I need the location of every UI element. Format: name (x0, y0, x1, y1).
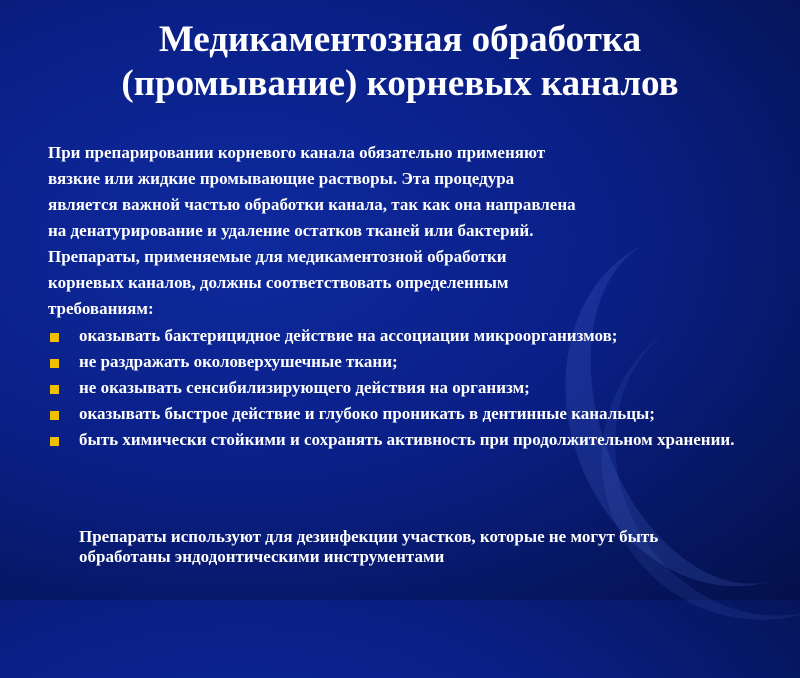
requirement-text: быть химически стойкими и сохранять активность при продолжительном хранении. (79, 430, 735, 449)
intro-paragraph (48, 140, 748, 322)
list-item (48, 378, 748, 398)
requirement-text: не оказывать сенсибилизирующего действия на организм; (79, 378, 530, 397)
square-bullet-icon (50, 385, 59, 394)
paragraph-line: требованиям: (48, 299, 154, 318)
list-item (48, 404, 748, 424)
list-item (48, 352, 748, 372)
paragraph-line: вязкие или жидкие промывающие растворы. Эта процедура (48, 169, 515, 188)
paragraph-line: на денатурирование и удаление остатков тканей или бактерий. (48, 221, 534, 240)
requirement-text: оказывать бактерицидное действие на ассоциации микроорганизмов; (79, 326, 618, 345)
requirement-text: оказывать быстрое действие и глубоко проникать в дентинные канальцы; (79, 404, 655, 423)
square-bullet-icon (50, 437, 59, 446)
slide-title-line-2: (промывание) корневых каналов (121, 63, 679, 104)
list-item (48, 430, 748, 450)
slide-title (0, 18, 800, 106)
requirement-text: не раздражать околоверхушечные ткани; (79, 352, 398, 371)
paragraph-line: корневых каналов, должны соответствовать определенным (48, 273, 509, 292)
square-bullet-icon (50, 359, 59, 368)
square-bullet-icon (50, 333, 59, 342)
paragraph-line: При препарировании корневого канала обязательно применяют (48, 143, 546, 162)
requirements-list (48, 326, 748, 456)
paragraph-line: является важной частью обработки канала, так как она направлена (48, 195, 576, 214)
slide-title-line-1: Медикаментозная обработка (158, 19, 642, 60)
list-item (48, 326, 748, 346)
paragraph-line: Препараты, применяемые для медикаментозной обработки (48, 247, 507, 266)
square-bullet-icon (50, 411, 59, 420)
closing-paragraph: Препараты используют для дезинфекции участков, которые не могут быть обработаны эндодонтическими инструментами (79, 527, 659, 566)
